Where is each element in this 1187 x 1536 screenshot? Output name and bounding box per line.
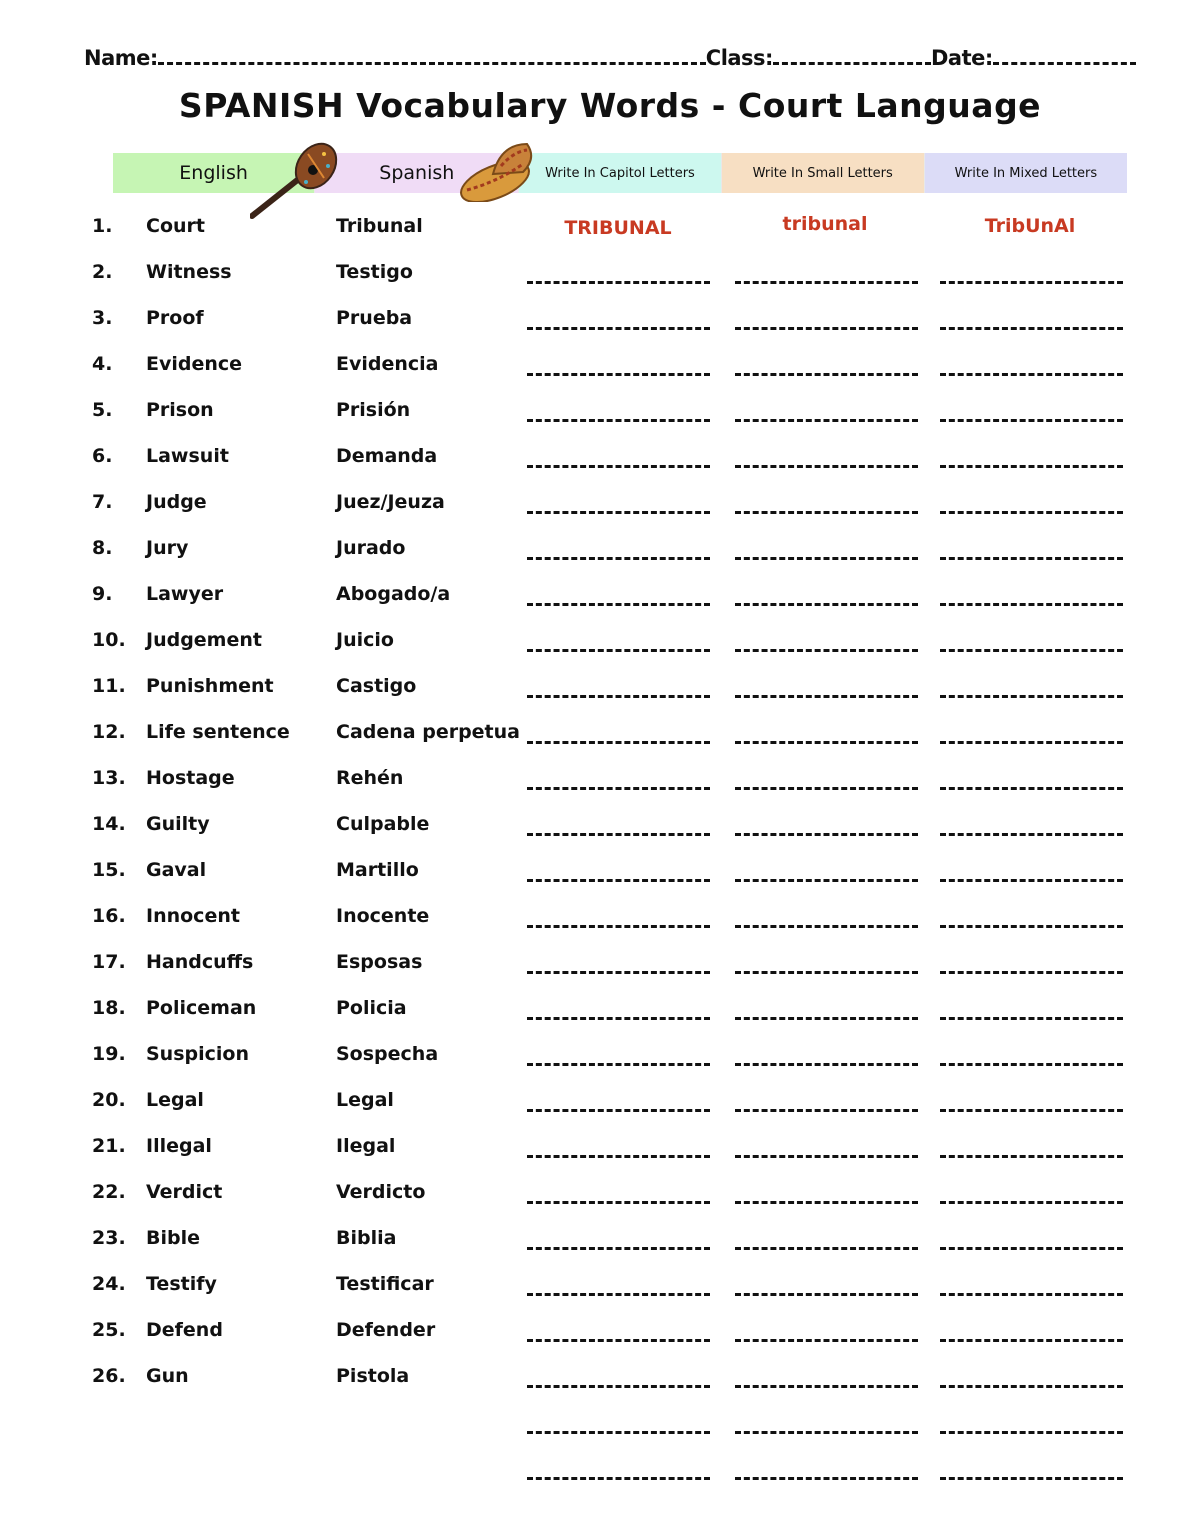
small-blank[interactable]	[735, 557, 918, 560]
capitol-blank[interactable]	[527, 603, 710, 606]
mixed-blank[interactable]	[940, 1155, 1123, 1158]
spanish-word: Rehén	[336, 767, 404, 789]
capitol-blank[interactable]	[527, 1063, 710, 1066]
small-blank[interactable]	[735, 1063, 918, 1066]
spanish-word: Demanda	[336, 445, 438, 467]
spanish-word: Evidencia	[336, 353, 439, 375]
mixed-blank[interactable]	[940, 1017, 1123, 1020]
capitol-blank[interactable]	[527, 1247, 710, 1250]
header-spanish: Spanish	[315, 153, 519, 193]
list-item	[0, 389, 1187, 435]
spanish-word: Cadena perpetua	[336, 721, 520, 743]
mixed-blank[interactable]	[940, 465, 1123, 468]
item-number: 20.	[92, 1089, 126, 1111]
item-number: 6.	[92, 445, 113, 467]
list-item	[0, 435, 1187, 481]
small-blank[interactable]	[735, 649, 918, 652]
capitol-blank[interactable]	[527, 1339, 710, 1342]
spanish-word: Policia	[336, 997, 407, 1019]
capitol-blank[interactable]	[527, 741, 710, 744]
english-word: Legal	[146, 1089, 204, 1111]
mixed-blank[interactable]	[940, 281, 1123, 284]
small-blank[interactable]	[735, 695, 918, 698]
small-blank[interactable]	[735, 1339, 918, 1342]
list-item	[0, 1033, 1187, 1079]
spanish-word: Verdicto	[336, 1181, 426, 1203]
student-info-line	[84, 46, 1124, 70]
list-item	[0, 205, 1187, 251]
small-blank[interactable]	[735, 1431, 918, 1434]
english-word: Life sentence	[146, 721, 290, 743]
capitol-blank[interactable]	[527, 327, 710, 330]
mixed-blank[interactable]	[940, 1109, 1123, 1112]
spanish-word: Testigo	[336, 261, 413, 283]
item-number: 10.	[92, 629, 126, 651]
name-label: Name:	[84, 46, 158, 70]
english-word: Guilty	[146, 813, 210, 835]
mixed-blank[interactable]	[940, 741, 1123, 744]
capitol-blank[interactable]	[527, 373, 710, 376]
english-word: Gaval	[146, 859, 207, 881]
small-blank[interactable]	[735, 281, 918, 284]
mixed-blank[interactable]	[940, 1431, 1123, 1434]
capitol-blank[interactable]	[527, 879, 710, 882]
english-word: Bible	[146, 1227, 200, 1249]
item-number: 18.	[92, 997, 126, 1019]
extra-blank-row	[0, 1447, 1187, 1493]
mixed-blank[interactable]	[940, 787, 1123, 790]
item-number: 16.	[92, 905, 126, 927]
small-blank[interactable]	[735, 1109, 918, 1112]
spanish-word: Biblia	[336, 1227, 397, 1249]
mixed-blank[interactable]	[940, 695, 1123, 698]
spanish-word: Abogado/a	[336, 583, 451, 605]
small-blank[interactable]	[735, 1385, 918, 1388]
capitol-blank[interactable]	[527, 1477, 710, 1480]
mixed-blank[interactable]	[940, 511, 1123, 514]
item-number: 12.	[92, 721, 126, 743]
item-number: 8.	[92, 537, 113, 559]
list-item	[0, 941, 1187, 987]
spanish-word: Defender	[336, 1319, 436, 1341]
small-blank[interactable]	[735, 327, 918, 330]
english-word: Handcuffs	[146, 951, 254, 973]
date-field[interactable]	[993, 46, 1136, 65]
list-item	[0, 803, 1187, 849]
example-small: tribunal	[782, 213, 868, 235]
mixed-blank[interactable]	[940, 327, 1123, 330]
item-number: 4.	[92, 353, 113, 375]
spanish-word: Legal	[336, 1089, 394, 1111]
capitol-blank[interactable]	[527, 281, 710, 284]
item-number: 15.	[92, 859, 126, 881]
small-blank[interactable]	[735, 833, 918, 836]
list-item	[0, 343, 1187, 389]
mixed-blank[interactable]	[940, 925, 1123, 928]
item-number: 24.	[92, 1273, 126, 1295]
spanish-word: Ilegal	[336, 1135, 396, 1157]
small-blank[interactable]	[735, 603, 918, 606]
english-word: Court	[146, 215, 205, 237]
capitol-blank[interactable]	[527, 1431, 710, 1434]
item-number: 3.	[92, 307, 113, 329]
name-field[interactable]	[158, 46, 706, 65]
item-number: 5.	[92, 399, 113, 421]
spanish-word: Juez/Jeuza	[336, 491, 445, 513]
list-item	[0, 1217, 1187, 1263]
small-blank[interactable]	[735, 1247, 918, 1250]
sombrero-icon	[457, 138, 539, 202]
mixed-blank[interactable]	[940, 1063, 1123, 1066]
mixed-blank[interactable]	[940, 603, 1123, 606]
header-english: English	[113, 153, 315, 193]
small-blank[interactable]	[735, 1293, 918, 1296]
small-blank[interactable]	[735, 1017, 918, 1020]
item-number: 22.	[92, 1181, 126, 1203]
capitol-blank[interactable]	[527, 1293, 710, 1296]
english-word: Judge	[146, 491, 207, 513]
list-item	[0, 1079, 1187, 1125]
english-word: Judgement	[146, 629, 262, 651]
item-number: 1.	[92, 215, 113, 237]
list-item	[0, 251, 1187, 297]
item-number: 26.	[92, 1365, 126, 1387]
spanish-word: Jurado	[336, 537, 406, 559]
list-item	[0, 665, 1187, 711]
item-number: 14.	[92, 813, 126, 835]
page-title: SPANISH Vocabulary Words - Court Language	[178, 86, 1042, 125]
capitol-blank[interactable]	[527, 925, 710, 928]
small-blank[interactable]	[735, 925, 918, 928]
mixed-blank[interactable]	[940, 833, 1123, 836]
english-word: Innocent	[146, 905, 240, 927]
header-small: Write In Small Letters	[722, 153, 925, 193]
mixed-blank[interactable]	[940, 557, 1123, 560]
small-blank[interactable]	[735, 787, 918, 790]
item-number: 25.	[92, 1319, 126, 1341]
mixed-blank[interactable]	[940, 1385, 1123, 1388]
capitol-blank[interactable]	[527, 419, 710, 422]
spanish-word: Tribunal	[336, 215, 423, 237]
date-label: Date:	[930, 46, 993, 70]
mixed-blank[interactable]	[940, 1477, 1123, 1480]
list-item	[0, 711, 1187, 757]
spanish-word: Culpable	[336, 813, 430, 835]
list-item	[0, 1125, 1187, 1171]
list-item	[0, 481, 1187, 527]
spanish-word: Prisión	[336, 399, 411, 421]
list-item	[0, 1309, 1187, 1355]
small-blank[interactable]	[735, 511, 918, 514]
english-word: Proof	[146, 307, 204, 329]
capitol-blank[interactable]	[527, 1109, 710, 1112]
capitol-blank[interactable]	[527, 511, 710, 514]
extra-blank-row	[0, 1401, 1187, 1447]
mixed-blank[interactable]	[940, 1293, 1123, 1296]
spanish-word: Sospecha	[336, 1043, 439, 1065]
mixed-blank[interactable]	[940, 1339, 1123, 1342]
item-number: 17.	[92, 951, 126, 973]
list-item	[0, 987, 1187, 1033]
capitol-blank[interactable]	[527, 465, 710, 468]
capitol-blank[interactable]	[527, 971, 710, 974]
spanish-word: Castigo	[336, 675, 417, 697]
english-word: Jury	[146, 537, 189, 559]
capitol-blank[interactable]	[527, 833, 710, 836]
english-word: Witness	[146, 261, 232, 283]
english-word: Lawsuit	[146, 445, 229, 467]
item-number: 11.	[92, 675, 126, 697]
small-blank[interactable]	[735, 879, 918, 882]
item-number: 23.	[92, 1227, 126, 1249]
example-capitol: TRIBUNAL	[564, 217, 672, 239]
english-word: Lawyer	[146, 583, 224, 605]
capitol-blank[interactable]	[527, 1155, 710, 1158]
english-word: Suspicion	[146, 1043, 249, 1065]
mixed-blank[interactable]	[940, 419, 1123, 422]
small-blank[interactable]	[735, 373, 918, 376]
capitol-blank[interactable]	[527, 1017, 710, 1020]
mixed-blank[interactable]	[940, 373, 1123, 376]
spanish-word: Juicio	[336, 629, 394, 651]
spanish-word: Esposas	[336, 951, 423, 973]
english-word: Hostage	[146, 767, 235, 789]
mixed-blank[interactable]	[940, 649, 1123, 652]
spanish-word: Martillo	[336, 859, 419, 881]
capitol-blank[interactable]	[527, 787, 710, 790]
spanish-word: Testificar	[336, 1273, 434, 1295]
small-blank[interactable]	[735, 971, 918, 974]
small-blank[interactable]	[735, 1155, 918, 1158]
small-blank[interactable]	[735, 465, 918, 468]
list-item	[0, 1355, 1187, 1401]
english-word: Defend	[146, 1319, 223, 1341]
header-mixed: Write In Mixed Letters	[925, 153, 1127, 193]
list-item	[0, 573, 1187, 619]
item-number: 7.	[92, 491, 113, 513]
english-word: Policeman	[146, 997, 257, 1019]
item-number: 9.	[92, 583, 113, 605]
small-blank[interactable]	[735, 1477, 918, 1480]
mixed-blank[interactable]	[940, 1201, 1123, 1204]
list-item	[0, 527, 1187, 573]
class-field[interactable]	[773, 46, 931, 65]
english-word: Illegal	[146, 1135, 212, 1157]
list-item	[0, 895, 1187, 941]
list-item	[0, 1263, 1187, 1309]
item-number: 13.	[92, 767, 126, 789]
english-word: Testify	[146, 1273, 217, 1295]
small-blank[interactable]	[735, 1201, 918, 1204]
mixed-blank[interactable]	[940, 1247, 1123, 1250]
capitol-blank[interactable]	[527, 1201, 710, 1204]
mixed-blank[interactable]	[940, 879, 1123, 882]
spanish-word: Inocente	[336, 905, 430, 927]
item-number: 2.	[92, 261, 113, 283]
header-capitol: Write In Capitol Letters	[519, 153, 721, 193]
capitol-blank[interactable]	[527, 557, 710, 560]
spanish-word: Prueba	[336, 307, 413, 329]
capitol-blank[interactable]	[527, 649, 710, 652]
example-mixed: TribUnAl	[984, 215, 1076, 237]
capitol-blank[interactable]	[527, 1385, 710, 1388]
list-item	[0, 297, 1187, 343]
small-blank[interactable]	[735, 419, 918, 422]
list-item	[0, 849, 1187, 895]
spanish-word: Pistola	[336, 1365, 410, 1387]
english-word: Verdict	[146, 1181, 223, 1203]
small-blank[interactable]	[735, 741, 918, 744]
class-label: Class:	[705, 46, 773, 70]
english-word: Gun	[146, 1365, 189, 1387]
english-word: Evidence	[146, 353, 243, 375]
english-word: Punishment	[146, 675, 274, 697]
item-number: 21.	[92, 1135, 126, 1157]
capitol-blank[interactable]	[527, 695, 710, 698]
mixed-blank[interactable]	[940, 971, 1123, 974]
list-item	[0, 1171, 1187, 1217]
english-word: Prison	[146, 399, 214, 421]
list-item	[0, 619, 1187, 665]
item-number: 19.	[92, 1043, 126, 1065]
list-item	[0, 757, 1187, 803]
